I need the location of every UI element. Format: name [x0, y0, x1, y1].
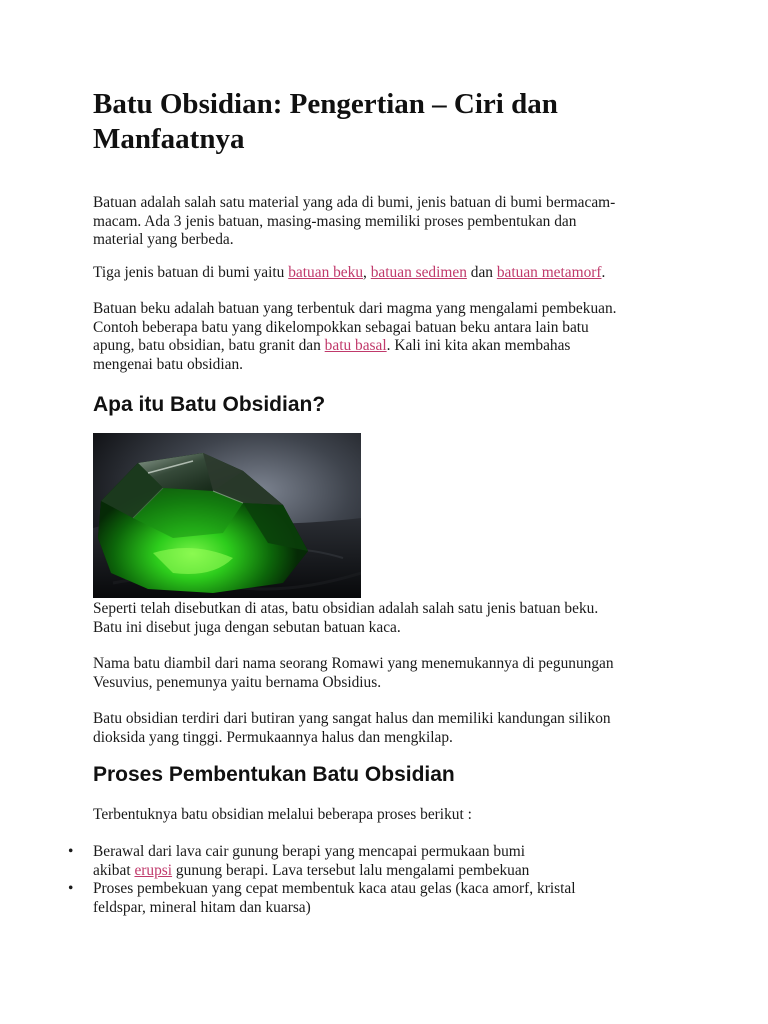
- igneous-line-3-prefix: apung, batu obsidian, batu granit dan: [93, 337, 325, 354]
- rock-types-separator-1: ,: [363, 264, 371, 281]
- definition-line-2: Batu ini disebut juga dengan sebutan batuan kaca.: [93, 618, 401, 636]
- igneous-paragraph: [93, 300, 617, 374]
- name-origin-line-2: Vesuvius, penemunya yaitu bernama Obsidius.: [93, 673, 382, 691]
- igneous-line-1: Batuan beku adalah batuan yang terbentuk dari magma yang mengalami pembekuan.: [93, 300, 617, 317]
- list-item-2-line-2: feldspar, mineral hitam dan kuarsa): [93, 898, 311, 916]
- igneous-line-3: [93, 337, 617, 356]
- rock-types-line: [93, 264, 605, 283]
- obsidian-stone-illustration: [93, 433, 361, 598]
- bullet-marker: •: [68, 843, 74, 860]
- section-heading-proses: Proses Pembentukan Batu Obsidian: [93, 763, 455, 786]
- name-origin-line-1: Nama batu diambil dari nama seorang Romawi yang menemukannya di pegunungan: [93, 655, 614, 672]
- igneous-line-4: mengenai batu obsidian.: [93, 355, 244, 373]
- composition-paragraph: [93, 710, 611, 747]
- link-erupsi[interactable]: erupsi: [134, 861, 173, 879]
- list-item-text: [93, 880, 575, 917]
- link-batuan-sedimen[interactable]: batuan sedimen: [370, 264, 467, 281]
- list-item-2-line-1: Proses pembekuan yang cepat membentuk kaca atau gelas (kaca amorf, kristal: [93, 880, 576, 897]
- article-title: [93, 87, 693, 157]
- igneous-line-3-suffix: . Kali ini kita akan membahas: [386, 337, 571, 354]
- link-batuan-metamorf[interactable]: batuan metamorf: [496, 264, 602, 281]
- section-heading-apa-itu: Apa itu Batu Obsidian?: [93, 393, 326, 416]
- intro-line-3: material yang berbeda.: [93, 231, 234, 248]
- list-item-1-line-1: Berawal dari lava cair gunung berapi yang mencapai permukaan bumi: [93, 843, 526, 860]
- intro-line-2: macam. Ada 3 jenis batuan, masing-masing memiliki proses pembentukan dan: [93, 212, 577, 230]
- process-intro: Terbentuknya batu obsidian melalui beberapa proses berikut :: [93, 806, 472, 823]
- rock-types-suffix: .: [601, 264, 606, 281]
- composition-line-1: Batu obsidian terdiri dari butiran yang sangat halus dan memiliki kandungan silikon: [93, 710, 611, 727]
- composition-line-2: dioksida yang tinggi. Permukaannya halus dan mengkilap.: [93, 728, 453, 746]
- intro-paragraph: [93, 194, 615, 250]
- rock-types-paragraph: [93, 264, 605, 283]
- igneous-line-2: Contoh beberapa batu yang dikelompokkan sebagai batuan beku antara lain batu: [93, 318, 589, 336]
- list-item-text: [93, 843, 529, 880]
- rock-types-separator-2: dan: [466, 264, 497, 281]
- name-origin-paragraph: [93, 655, 614, 692]
- intro-line-1: Batuan adalah salah satu material yang ada di bumi, jenis batuan di bumi bermacam-: [93, 194, 616, 211]
- definition-paragraph: [93, 600, 598, 637]
- rock-types-prefix: Tiga jenis batuan di bumi yaitu: [93, 264, 289, 281]
- article-title-line-2: Manfaatnya: [93, 123, 245, 155]
- bullet-marker: •: [68, 880, 74, 897]
- list-item-1-line-2: [93, 862, 529, 881]
- article-title-line-1: Batu Obsidian: Pengertian – Ciri dan: [93, 88, 558, 120]
- list-item-1-prefix: akibat: [93, 861, 135, 879]
- definition-line-1: Seperti telah disebutkan di atas, batu obsidian adalah salah satu jenis batuan beku.: [93, 600, 599, 617]
- link-batu-basal[interactable]: batu basal: [324, 337, 387, 354]
- link-batuan-beku[interactable]: batuan beku: [288, 264, 364, 281]
- obsidian-photo: [93, 433, 361, 598]
- list-item-1-suffix: gunung berapi. Lava tersebut lalu mengalami pembekuan: [172, 861, 530, 879]
